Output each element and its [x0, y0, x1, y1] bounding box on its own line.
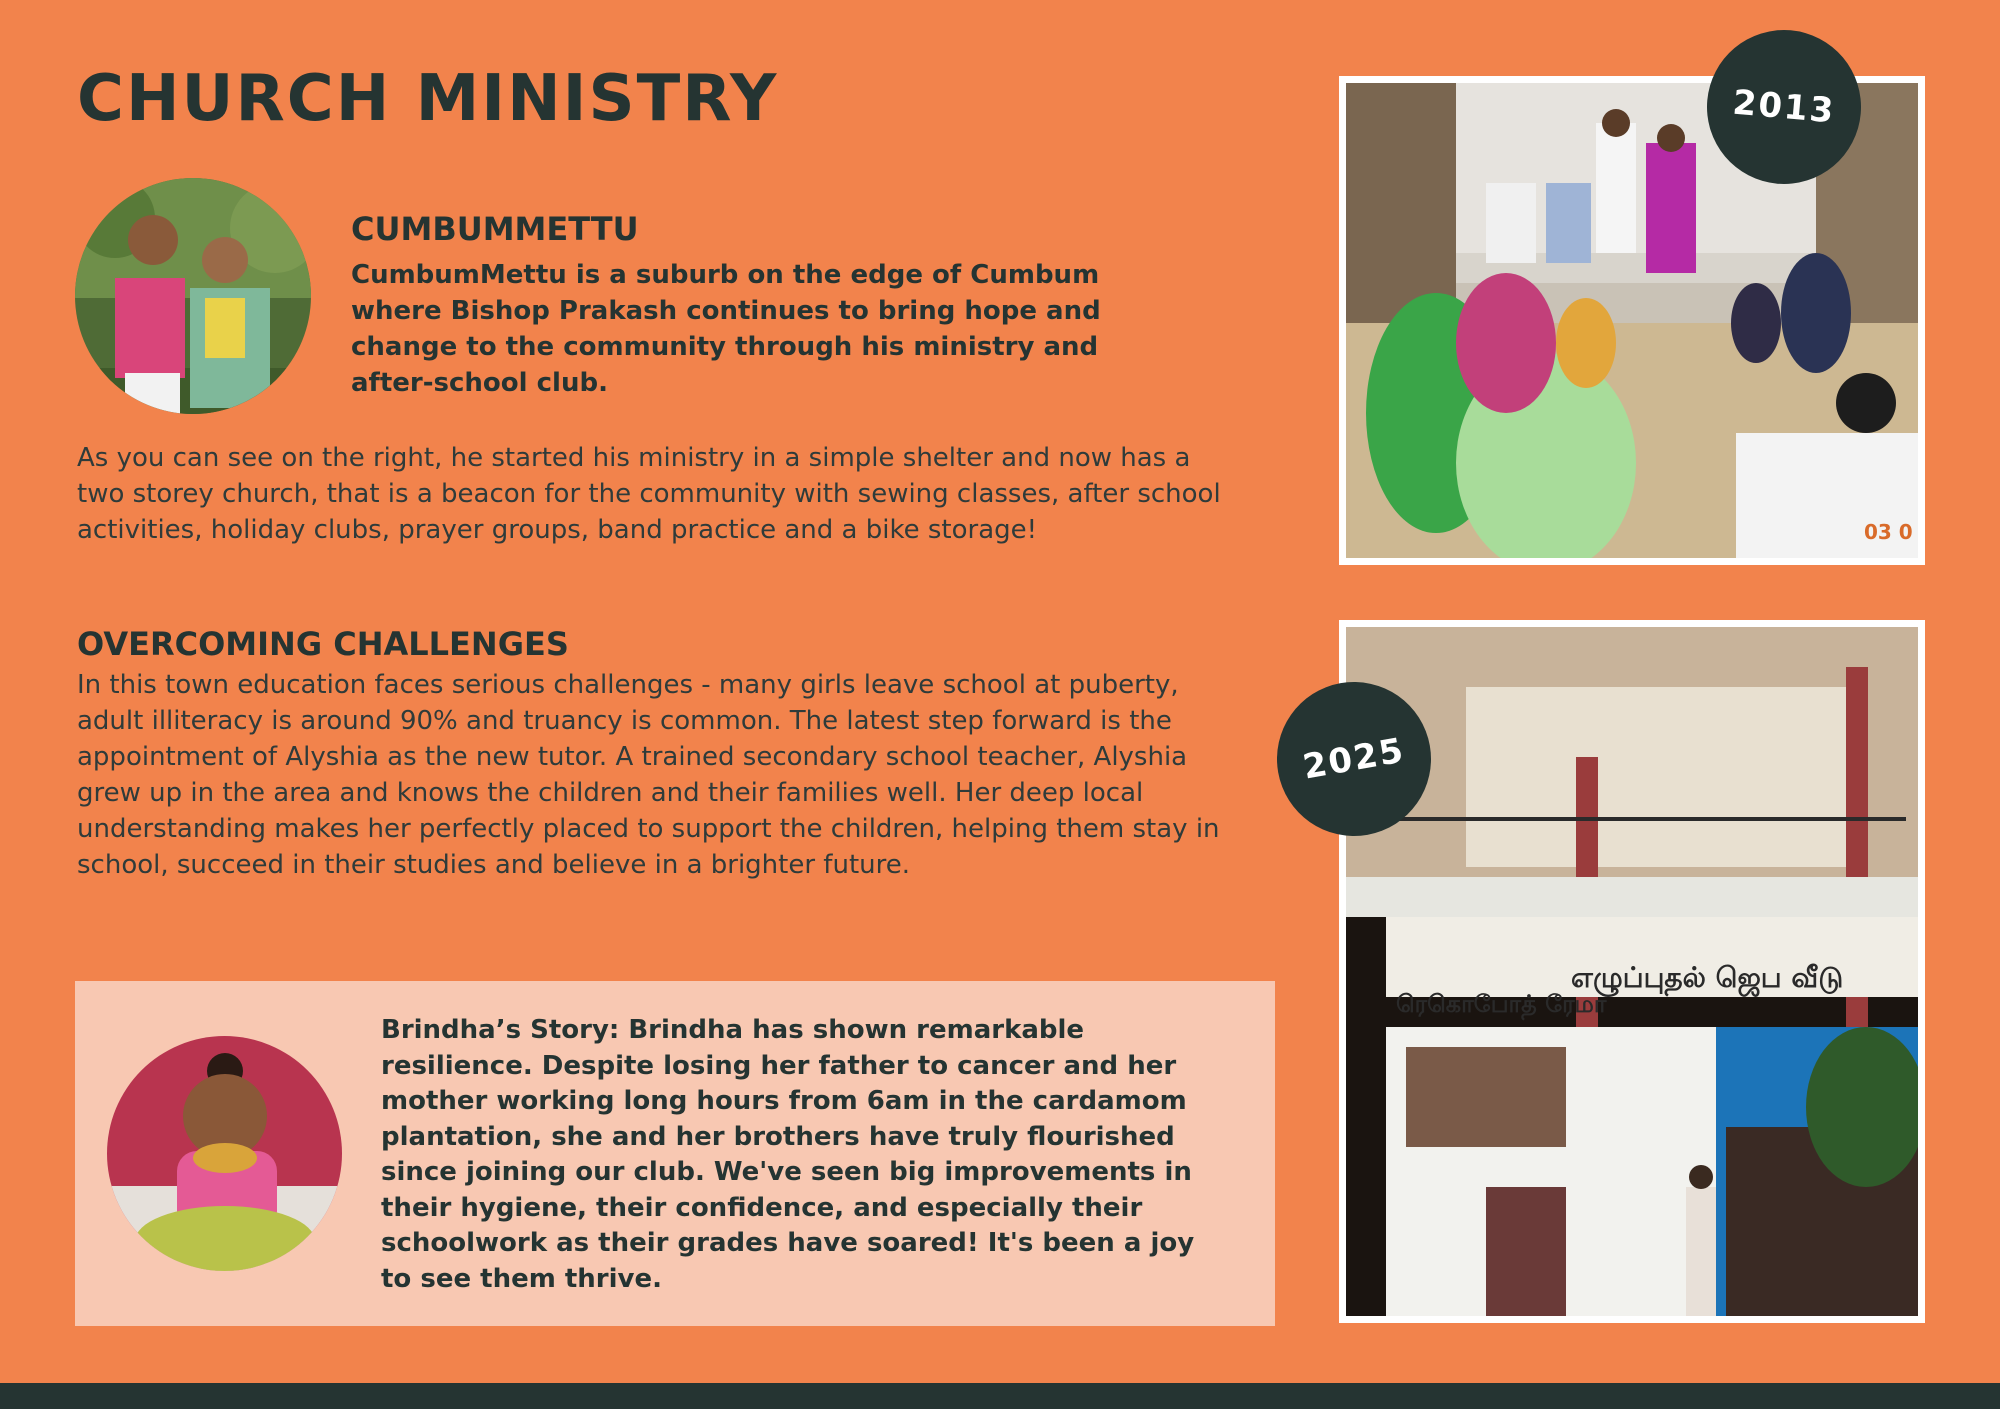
challenges-paragraph: In this town education faces serious challenges - many girls leave school at puberty, adult illiteracy is around 90% and truancy is common. The latest step forward is the appointment of Alyshia as the new tutor. A trained secondary school teacher, Alyshia grew up in the area and knows the children and their families well. Her deep local understanding makes her perfectly placed to support the children, helping them stay in school, succeed in their studies and believe in a brighter future. — [77, 670, 1220, 880]
cumbummettu-heading: CUMBUMMETTU — [351, 210, 639, 248]
year-badge-2025: 2025 — [1265, 670, 1443, 848]
brindha-avatar — [107, 1036, 342, 1271]
photo-2013-timestamp: 03 0 — [1864, 520, 1913, 544]
bishop-prakash-avatar — [75, 178, 311, 414]
page-title: CHURCH MINISTRY — [77, 62, 779, 136]
church-2025-photo — [1346, 627, 1918, 1316]
challenges-heading: OVERCOMING CHALLENGES — [77, 625, 569, 663]
church-sign-left: ரெகொபோத் ரேமா — [1396, 990, 1607, 1018]
ministry-paragraph: As you can see on the right, he started his ministry in a simple shelter and now has a two storey church, that is a beacon for the community with sewing classes, after school activities, holiday clubs, prayer groups, band practice and a bike storage! — [77, 443, 1221, 545]
church-sign-right: எழுப்புதல் ஜெப வீடு — [1571, 961, 1844, 994]
brindha-photo — [107, 1036, 342, 1271]
bishop-couple-photo — [75, 178, 311, 414]
year-badge-2013: 2013 — [1701, 24, 1868, 191]
cumbummettu-intro: CumbumMettu is a suburb on the edge of Cumbum where Bishop Prakash continues to bring hope and change to the community through his ministry and after-school club. — [351, 260, 1101, 398]
brindha-story-text: Brindha’s Story: Brindha has shown remarkable resilience. Despite losing her father to cancer and her mother working long hours from 6am in the cardamom plantation, she and her brothers have truly flourished since joining our club. We've seen big improvements in their hygiene, their confidence, and especially their schoolwork as their grades have soared! It's been a joy to see them thrive. — [381, 1015, 1195, 1294]
photo-2025-frame — [1339, 620, 1925, 1323]
footer-bar — [0, 1383, 2000, 1409]
